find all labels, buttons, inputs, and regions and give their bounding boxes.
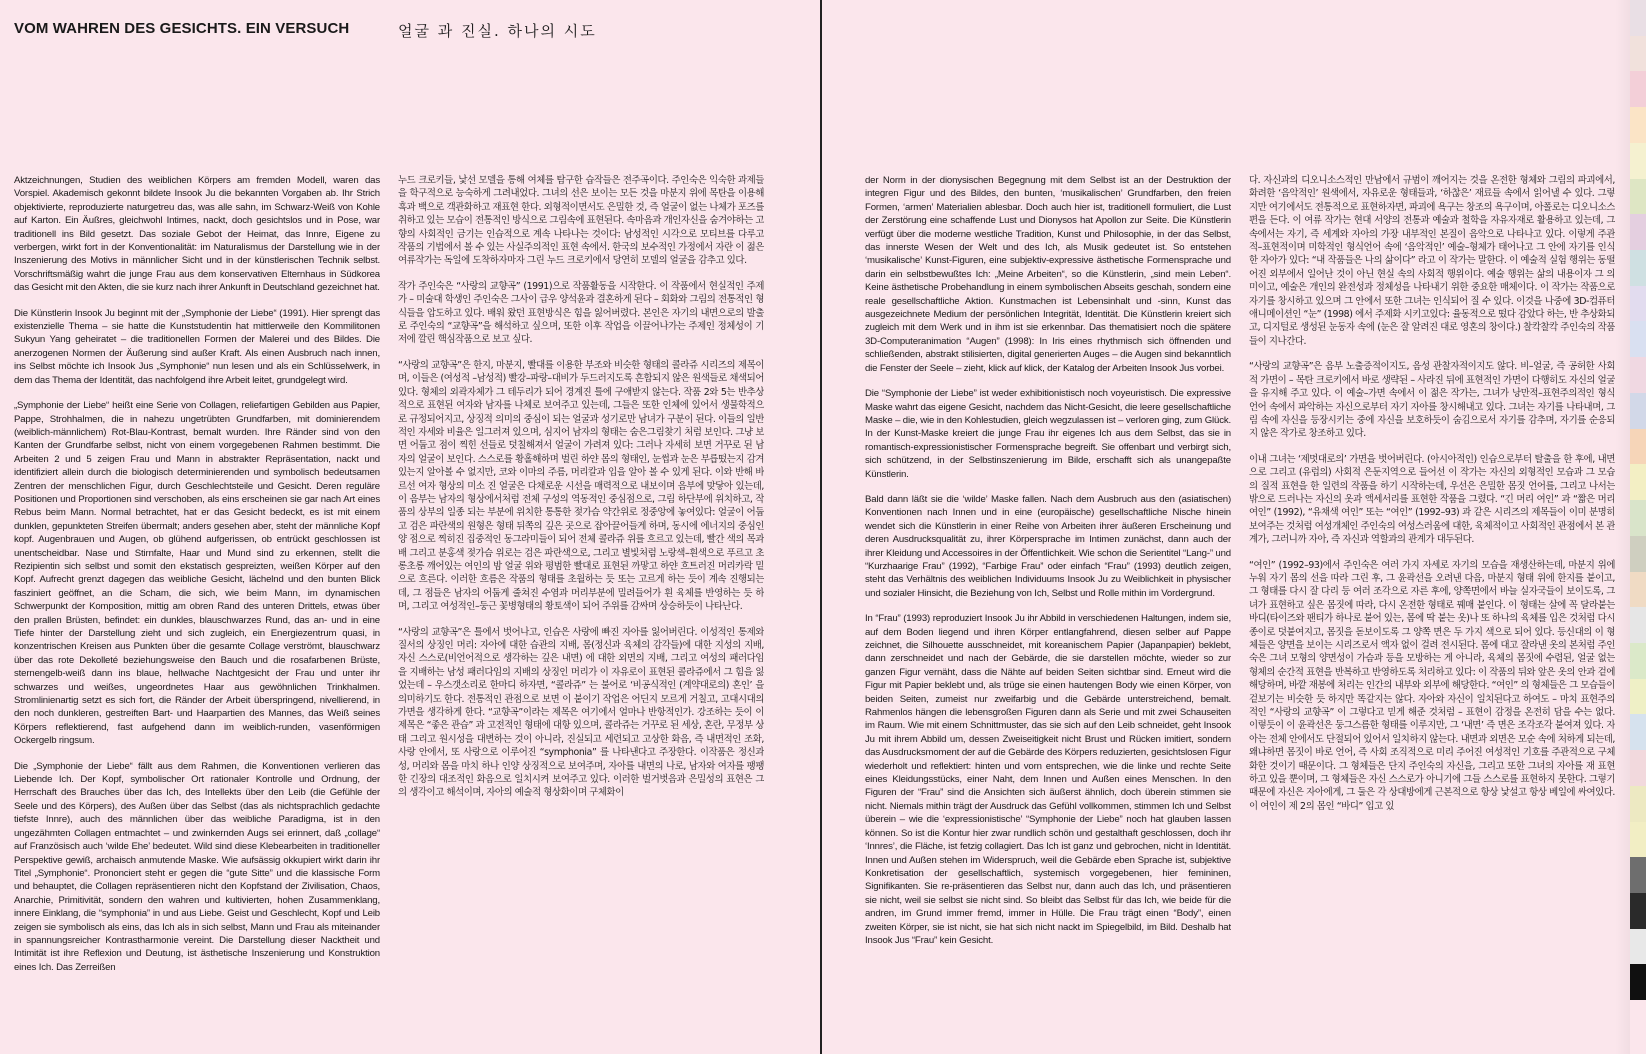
paragraph: “사랑의 교향곡”은 한지, 마분지, 빨대를 이용한 부조와 비슷한 형태의 콜라쥬 시리즈의 제목이며, 이들은 (여성적 –남성적) 빨강–파랑–대비가 두드러지도록 흔합되지 않은 원색들로 채색되어 있다. 형체의 외곽자체가 그 테두리가 되어 경계진 틀에 구애받지 않는다. 작품 2와 5는 반추상적으로 표현된 여자와 남자를 나체로 보여주고 있는데, 그들은 또한 인체에 있어서 생물학적으로 규정되어지고, 상징적 의미의 중심이 되는 얼굴과 성기로만 남녀가 구분이 된다. 이들의 일반적인 자세와 비율은 일그러져 있으며, 심지어 남자의 형태는 숨은그림찾기 처럼 보인다. 그냥 보면 어둡고 점이 찍힌 선들로 덧칠해져서 얼굴이 가려져 있다: 그러나 자세히 보면 거꾸로 된 남자의 얼굴이 보인다. 스스로를 황홀해하며 벌린 하얀 몸의 형태인, 눈썹과 눈은 부릅떴는지 감겨있는지 알아볼 수 없지만, 코와 이마의 주름, 머리칼과 입을 알아 볼 수 있게 된다. 이와 반해 바르선 여자 형상의 미소 진 얼굴은 다채로운 시선을 매력적으로 내보이며 음부에 맞닿아 있는데, 이 음부는 남자의 형상에서처럼 전체 구성의 역동적인 중심점으로, 그림 하단부에 위치하고, 작품의 상부의 일종 되는 부분에 위치한 통통한 젖가슴 약간위로 정중앙에 놓여있다: 얼굴이 어둡고 검은 파란색의 원형은 형태 뒤쪽의 깊은 곳으로 잡아끌어들게 하며, 동시에 에너지의 중심인양 점으로 찍히진 집중적인 동그라미들이 되어 전체 콜라쥬 위를 흐르고 있는데, 빨간 색의 목과 배 그리고 분홍색 젖가슴 위로는 검은 파란색으로, 그리고 별빛처럼 노랑색–흰색으로 푸르고 초롱초롱 깨어있는 여인의 밤 얼굴 위와 평범한 빨대로 표현된 까맣고 하얀 흐트러진 머리카락 밑으로 흐른다. 이러한 흐름은 작품의 형태를 초월하는 듯 또는 고르게 하는 듯이 계속 진행되는데, 그 점들은 남자의 어둡게 줄쳐진 수염과 머리부분에 밀려들어가 흰 육체를 반영하는 듯 하며, 그리고 여성적인–둥근 꽃병형태의 황토색이 되어 주위를 감싸며 상승하듯이 나타난다. — [398, 359, 764, 613]
color-swatch — [1630, 679, 1646, 715]
paragraph: „Symphonie der Liebe“ heißt eine Serie von Collagen, reliefartigen Gebilden aus Papier, Pappe, Strohhalmen, die in nahezu ungetrübten Grundfarben, mit dominierendem (weiblich-männlichem) Rot-Blau-Kontrast, bemalt wurden. Ihre Ränder sind von den Kanten der Grundfarbe selbst, nicht von einem vorgegebenen Rahmen bestimmt. Die Arbeiten 2 und 5 zeigen Frau und Mann in abstrakter Repräsentation, nackt und identifiziert allein durch die biologisch determinierenden und symbolisch bedeutsamen Zentren der menschlichen Figur, durch Geschlechtsteile und Gesicht. Deren reguläre Positionen und Proportionen sind verschoben, als eins erscheinen sie gar nach Art eines Rebus beim Mann. Normal betrachtet, hat er das Gesicht bedeckt, es ist mit einem dunklen, gepunkteten Streifen übermalt; anders gesehen aber, steht der männliche Kopf kopf. Augenbrauen und Augen, ob glühend aufgerissen, ob entrückt geschlossen ist unentscheidbar. Nase und Stirnfalte, Haar und Mund sind zu erkennen, stellt die Rezipientin sich selbst und somit den ekstatisch gespreizten, weißen Körper auf den Kopf. Aufrecht grenzt dagegen das weibliche Gesicht, lächelnd und den bunten Blick fasziniert geöffnet, an die Scham, die sich, wie beim Mann, im dynamischen Schwerpunkt der Komposition, mittig am obren Rand des unteren Drittels, etwas über den prallen Brüsten, befindet: ein dunkles, blauschwarzes Rund, das an- und in eine Tiefe hinter der Darstellung zieht und sich zugleich, ein Energiezentrum quasi, in konzentrischen Kreisen aus Punkten über die gesamte Collage verströmt, blauschwarz über das rote Dekolleté beziehungsweise den Bauch und die rosafarbenen Brüste, sternengelb-weiß dann ins blaue, hellwache Nachtgesicht der Frau und unter ihr schwarzes und weißes, ungeordnetes Haar aus gewöhnlichen Trinkhalmen. Stromlinienartig setzt es sich fort, die Ränder der Arbeit überspringend, nivellierend, in den noch dunkleren, gestreiften Bart- und Haarpartien des Mannes, das Weiß seines Körpers reflektierend, fast aufgehend dann im weiblich-runden, vasenförmigen Ockergelb ringsum. — [14, 400, 380, 747]
color-swatch — [1630, 286, 1646, 322]
paragraph: “사랑의 교향곡”은 음부 노출증적이지도, 음성 관찰자적이지도 않다. 비–얼굴, 즉 공허한 사회적 가면이 – 목탄 크로키에서 바로 생략된 – 사라진 뒤에 표현적인 가면이 다행히도 자신의 얼굴을 유지해 주고 있다. 이 예술–가면 속에서 이 젊은 작가는, 그녀가 낭만적–표현주의적인 형식 언어 속에서 파악하는 자신으로부터 자기 자아를 창시해내고 있다. 그녀는 자기를 나타내며, 그림 속에 자신을 등장시키는 중에 자신을 보호하듯이 숨김으로서 자기를 감추며, 자기를 순응되지 않은 작가로 창조하고 있다. — [1249, 361, 1615, 440]
color-swatch — [1630, 572, 1646, 608]
color-swatch — [1630, 36, 1646, 72]
color-swatch — [1630, 643, 1646, 679]
color-swatch — [1630, 214, 1646, 250]
column-german-right — [865, 174, 1231, 1050]
paragraph: Die Künstlerin Insook Ju beginnt mit der „Symphonie der Liebe“ (1991). Hier sprengt das existenzielle Thema – sie hatte die Kunststudentin hat mittlerweile den Kommilitonen Sukyun Yang geheiratet – die traditionellen Formen der Malerei und des Bildes. Die anerzogenen Normen der Äußerung sind außer Kraft. Als einen Ausbruch nach innen, ins Selbst möchte ich Insook Jus „Symphonie“ nun lesen und als ein Schlüsselwerk, in dem das Thema der Identität, das nachfolgend ihre Arbeit leitet, grundgelegt wird. — [14, 307, 380, 386]
title-german: VOM WAHREN DES GESICHTS. EIN VERSUCH — [14, 20, 350, 37]
color-swatch — [1630, 0, 1646, 36]
paragraph: Bald dann läßt sie die ‘wilde’ Maske fallen. Nach dem Ausbruch aus den (asiatischen) Konventionen nach Innen und in eine (europäische) gesellschaftliche Nische hinein wendet sich die Künstlerin in einer Reihe von Arbeiten ihrer äußeren Erscheinung und deren Ausdrucksqualität zu, ihrer Körpersprache im Intimen zunächst, dann auch der ihrer Kleidung und Accessoires in der Öffentlichkeit. Wie schon die Serientitel “Lang-” und “Kurzhaarige Frau” (1992), “Farbige Frau” oder einfach “Frau” (1993) deutlich zeigen, steht das Verhältnis des weiblichen Individuums Insook Ju zu Weiblichkeit in physischer und sozialer Hinsicht, die Beziehung von Ich, Selbst und Rolle mithin im Vordergrund. — [865, 493, 1231, 599]
paragraph: 다. 자신과의 디오니소스적인 만남에서 규범이 깨어지는 것을 온전한 형체와 그림의 파괴에서, 화려한 ‘음악적인’ 원색에서, 자유로운 형태들과, ‘하찮은’ 재료들 속에서 읽어낼 수 있다. 그렇지만 여기에서도 전통적으로 표현하자면, 파괴에 욕구는 창조의 욕구이며, 아폴로는 디오니소스 편을 든다. 이 여류 작가는 현대 서양의 전통과 예술과 철학을 자유자재로 활용하고 있는데, 그 속에서는 자기, 즉 세계와 자아의 가장 내부적인 본질이 음악으로 나타나고 있다. 이렇게 주관적–표현적이며 미학적인 형식언어 속에 ‘음악적인’ 예술–형체가 태어나고 그 안에 자기를 인식한 자아가 있다: “내 작품들은 나의 삶이다” 라고 이 작가는 말한다. 이 예술적 실험 행위는 동떨어진 외부에서 일어난 것이 아닌 현실 속의 사회적 행위이다. 예술 행위는 삶의 내용이자 그 의미이고, 예술은 개인의 완전성과 정체성을 나타내기 위한 중요한 매체이다. 이 작가는 작품으로 자기를 창시하고 있으며 그 안에서 또한 그녀는 인식되어 질 수 있다. 이것을 나중에 3D-컴퓨터 애니메이션인 “눈” (1998) 에서 주제화 시키고있다: 율동적으로 떴다 감았다 하는, 반 추상화되고, 디지털로 생성된 눈동자 속에 (눈은 잘 알려진 대로 영혼의 창이다.) 찰칵찰칵 주인숙의 작품들이 지나간다. — [1249, 175, 1615, 347]
color-swatch — [1630, 822, 1646, 858]
paragraph: 누드 크로키들, 낯선 모델을 통해 여체를 탐구한 습작들은 전주곡이다. 주인숙은 익숙한 과제들을 학구적으로 능숙하게 그려내었다. 그녀의 선은 보이는 모든 것을 마분지 위에 목탄을 이용해 흑과 백으로 객관화하고 재표현 한다. 외형적이면서도 은밀한 것, 즉 얼굴이 없는 나체가 포즈를 취하고 있는 모습이 전통적인 방식으로 그림속에 표현된다. 속마음과 개인자신을 숨겨야하는 고향의 사회적인 금기는 인습적으로 계속 나타나는 것이다: 남성적인 시각으로 모티브를 다루고 작품의 기법에서 볼 수 있는 사실주의적인 표현 속에서. 한국의 보수적인 가정에서 자란 이 젊은 여류작가는 독일에 도착하자마자 그린 누드 크로키에서 당연히 모델의 얼굴을 감추고 있다. — [398, 175, 764, 267]
page-edge-shadow — [1615, 0, 1630, 1054]
paragraph: “여인” (1992–93)에서 주인숙은 여러 가지 자세로 자기의 모습을 재생산하는데, 마분지 위에 누워 자기 몸의 선을 따라 그린 후, 그 윤곽선을 오려낸 다음, 마분지 형태 위에 한지를 붙이고, 그 형태를 다시 잘 다리 등 여러 조각으로 자른 후에, 양쪽면에서 바늘 실자국들이 보이도록, 그녀가 표현하고 싶은 몸짓에 따라, 다시 온전한 형태로 꿰매 붙인다. 이 형태는 살에 꼭 달라붙는 바디(타이즈와 팬티가 하나로 붙어 있는, 몸에 딱 붙는 옷)나 또 하나의 육체를 입은 것처럼 다시 종이로 덧붙여지고, 몸짓을 돋보이도록 그 양쪽 면은 두 가지 색으로 되어 있다. 등신대의 이 형체들은 양면을 보이는 시리즈로서 액자 없이 걸려 전시된다. 몸에 대고 잘라낸 옷의 본처럼 주인숙은 그녀 모형의 양면성이 가슴과 등을 모방하는 게 아니라, 육체의 몸짓에 수렴된, 얼굴 없는 형체의 순간적 표현을 반복하고 반영하도록 처리하고 있다: 이 작품의 뒤와 앞은 옷의 안과 겉에 해당하며, 바깥 재봉에 처리는 인간의 내부와 외부에 해당한다. “여인” 의 형체들은 그 모습들이 겉보기는 비슷한 듯 하지만 똑같지는 않다. 자아와 자신이 일치된다고 하여도 – 마치 표현주의적인 “사랑의 교향곡” 이 그렇다고 믿게 해준 것처럼 – 표현이 감정을 온전히 담을 수는 없다. 이렇듯이 이 윤곽선은 둥그스름한 형태를 이루지만, 그 ‘내면’ 즉 면은 조각조각 붙여져 있다. 자아는 전체 안에서도 단절되어 있어서 일치하지 않는다. 내면과 외면은 모순 속에 처하게 되는데, 왜냐하면 몸짓이 바로 언어, 즉 사회 조직적으로 미리 주어진 여성적인 기호를 주관적으로 구체화한 것이기 때문이다. 그 형체들은 단지 주인숙의 자신을, 그리고 또한 그녀의 자아를 재 표현하고 있을 뿐이며, 그 형체들은 자신 스스로가 아니기에 그들 스스로를 표현하지 못한다. 그렇기 때문에 자신은 자아에게, 그 둘은 각 상대방에게 근본적으로 항상 낯설고 항상 베일에 싸여있다. 이 여인이 제 2의 몸인 “바디” 입고 있 — [1249, 559, 1615, 812]
column-korean-left — [398, 174, 764, 1050]
color-swatch — [1630, 500, 1646, 536]
paragraph: “사랑의 교향곡”은 틀에서 벗어나고, 인습은 사랑에 빠진 자아를 잃어버린다. 이성적인 통제와 질서의 상징인 머리: 자아에 대한 습관의 지배, 몸(정신과 육체의 감각들)에 대한 지성의 지배, 자신 스스로(비언어적으로 생각하는 깊은 내면) 에 대한 외면의 지배, 그리고 여성의 패러다임을 지배하는 남성 패러다임의 지배의 상징인 머리가 이 자유로이 표현된 콜라쥬에서 그 힘을 잃었는데 – 우스갯소리로 한마디 하자면, “콜라쥬” 는 불어로 ‘비공식적인 (계약대로의) 혼인’ 을 의미하기도 한다. 전통적인 관점으로 보면 이 붙이기 작업은 어딘지 모르게 거칠고, 고대시대의 가면을 생각하게 한다. “교향곡”이라는 제목은 여기에서 얼마나 반항적인가. 강조하는 듯이 이 제목은 “좋은 관습” 과 고전적인 형태에 대항 있으며, 콜라쥬는 거꾸로 된 세상, 혼란, 무정부 상태 그리고 원시성을 대변하는 것이 아니라, 진실되고 세련되고 고상한 화음, 즉 내면적인 조화, 사랑 안에서, 또 사랑으로 이루어진 “symphonia” 를 나타낸다고 주장한다. 이작품은 정신과 성, 머리와 몸을 마치 하나 인양 상징적으로 보여주며, 자아를 내면의 나로, 남자와 여자를 팽팽한 긴장의 대조적인 화음으로 일치시켜 보여주고 있다. 이러한 벌거벗음과 은밀성의 표현은 그의 생각이고 해석이며, 자아의 예술적 형상화이며 구체화이 — [398, 626, 764, 799]
color-swatch — [1630, 429, 1646, 465]
color-swatch — [1630, 750, 1646, 786]
color-swatch — [1630, 107, 1646, 143]
color-swatch — [1630, 357, 1646, 393]
color-swatch — [1630, 250, 1646, 286]
color-swatch — [1630, 179, 1646, 215]
color-swatch — [1630, 964, 1646, 1000]
column-german-left — [14, 174, 380, 1050]
paragraph: Die „Symphonie der Liebe“ fällt aus dem Rahmen, die Konventionen verlieren das Liebende Ich. Der Kopf, symbolischer Ort rationaler Kontrolle und Ordnung, der Herrschaft des Brauches über das Ich, des Intellekts über den Leib (die Gefühle der Seele und des Körpers), des Außen über das Selbst (das als nichtsprachlich gedachte tiefste Innre), auch des männlichen über das weibliche Paradigma, ist in den ungezähmten Collagen entmachtet – und zwinkernden Augs sei erinnert, daß „collage“ auf Französisch auch ‘wilde Ehe’ bedeutet. Wild sind diese Klebearbeiten in traditioneller Perspektive gewiß, archaisch anmutende Maske. Wie aufsässig okkupiert wirkt darin ihr Titel „Symphonie“. Prononciert steht er gegen die “gute Sitte” und die klassische Form und behauptet, die Collagen repräsentieren nicht den Kopfstand der Zivilisation, Chaos, Anarchie, Primitivität, sondern den wahren und kultivierten, hohen Zusammenklang, innere Einklang, die “symphonia” in und aus Liebe. Geist und Geschlecht, Kopf und Leib zeigen sie symbolisch als eins, das Ich als in sich selbst, Mann und Frau als miteinander in spannungsreicher Kontrastharmonie vereint. Die Darstellung dieser Nacktheit und Intimität ist ihre Reflexion und Deutung, ist ästhetische Inszenierung und Konstruktion eines Ich. Das Zerreißen — [14, 760, 380, 973]
paragraph: der Norm in der dionysischen Begegnung mit dem Selbst ist an der Destruktion der integren Figur und des Bildes, den bunten, ‘musikalischen’ Grundfarben, den freien Formen, ‘armen’ Materialien ablesbar. Doch auch hier ist, traditionell formuliert, die Lust der Zerstörung eine schaffende Lust und Dionysos hat Apollon zur Seite. Die Künstlerin verfügt über die moderne westliche Tradition, Kunst und Philosophie, in der das Selbst, das innerste Wesen der Welt und des Ich, als Musik gedeutet ist. So entstehen ‘musikalische’ Kunst-Figuren, eine subjektiv-expressive ästhetische Formensprache und darin ein selbstbewußtes Ich: „Meine Arbeiten“, so die Künstlerin, „sind mein Leben“. Keine ästhetische Probehandlung in einem symbolischen Abseits geschah, sondern eine reale gesellschaftliche Aktion. Kunstmachen ist Lebensinhalt und -sinn, Kunst das ausgezeichnete Medium der persönlichen Integrität, Identität. Die Künstlerin kreiert sich zugleich mit dem Werk und in ihm ist sie erkennbar. Das thematisiert noch die spätere 3D-Computeranimation “Augen” (1998): In Iris eines rhythmisch sich öffnenden und schließenden, abstrakt stilisierten, digital generierten Auges – die Augen sind bekanntlich die Fenster der Seele – zieht, klick auf klick, der Katalog der Arbeiten Insook Jus vorbei. — [865, 175, 1231, 374]
color-swatch — [1630, 71, 1646, 107]
color-swatch — [1630, 464, 1646, 500]
color-swatch — [1630, 536, 1646, 572]
paragraph: 이내 그녀는 ‘제멋대로의’ 가면을 벗어버린다. (아시아적인) 인습으로부터 탈출을 한 후에, 내면으로 그리고 (유럽의) 사회적 은둔지역으로 들어선 이 작가는 자신의 외형적인 모습과 그 모습의 질적 표현을 한 일련의 작품을 하기 시작하는데, 우선은 은밀한 몸짓 언어를, 그리고 나서는 밖으로 드러나는 자신의 옷과 액세서리를 표현한 작품을 그렸다. “긴 머리 여인” 과 “짧은 머리 여인” (1992), “유채색 여인” 또는 “여인” (1992–93) 과 같은 시리즈의 제목들이 이미 분명히 보여주는 것처럼 여성개체인 주인숙의 여성스러움에 대한, 육체적이고 사회적인 관점에서 본 관계가, 그러니까 자아, 즉 자신과 역할과의 관계가 대두된다. — [1249, 453, 1615, 546]
paragraph: Aktzeichnungen, Studien des weiblichen Körpers am fremden Modell, waren das Vorspiel. Akademisch gekonnt bildete Insook Ju die bekannten Vorgaben ab. Ihr Strich objektivierte, reproduzierte naturgetreu das, was alle sahn, im Schwarz-Weiß von Kohle auf Karton. Ein Äußres, gleichwohl Intimes, nackt, doch gesichtslos und in Pose, war traditionell ins Bild gesetzt. Das soziale Gebot der Heimat, das Innre, Eigene zu verbergen, wirkt fort in der Konventionalität: im Naturalismus der Darstellung wie in der Inszenierung des Motivs in männlicher Sicht und in der künstlerischen Technik selbst. Vorschriftsmäßig wahrt die junge Frau aus dem konservativen Elternhaus in Südkorea das Gesicht mit den Akten, die sie kurz nach ihrer Ankunft in Deutschland gezeichnet hat. — [14, 175, 380, 294]
color-swatch-strip — [1630, 0, 1646, 1000]
paragraph: 작가 주인숙은 “사랑의 교향곡” (1991)으로 작품활동을 시작한다. 이 작품에서 현실적인 주제가 – 미술대 학생인 주인숙은 그사이 급우 양석윤과 결혼하게 된다 – 회화와 그림의 전통적인 형식들을 압도하고 있다. 배워 왔던 표현방식은 힘을 잃어버렸다. 본인은 자기의 내면으로의 발출로 주인숙의 “교향곡”을 해석하고 싶으며, 또한 이후 작업을 이끌어나가는 주제인 정체성이 기저에 깔린 핵심작품으로 보고 싶다. — [398, 280, 764, 346]
color-swatch — [1630, 929, 1646, 965]
column-korean-right — [1249, 174, 1615, 1050]
paragraph: In “Frau” (1993) reproduziert Insook Ju ihr Abbild in verschiedenen Haltungen, indem sie, auf dem Boden liegend und ihren Körper entlangfahrend, diesen selber auf Pappe zeichnet, die Silhouette ausschneidet, mit koreanischem Papier (Japanpapier) beklebt, dann zerschneidet und nach der Gebärde, die sie darstellen möchte, wieder so zur ganzen Figur vernäht, dass die Nähte auf beiden Seiten sichtbar sind. Erneut wird die Figur mit Papier beklebt und, als trüge sie einen hautengen Body wie einen Körper, von beiden Seiten, zumeist nur zweifarbig und die Gebärde unterstreichend, bemalt. Rahmenlos hängen die lebensgroßen Figuren dann als Serie und mit zwei Schauseiten im Raum. Wie mit einem Schnittmuster, das sie sich auf den Leib schneidet, geht Insook Ju mit ihrem Abbild um, dessen Zweiseitigkeit nicht Brust und Rücken imitiert, sondern das Ausdrucksmoment der auf die Gebärde des Körpers reduzierten, gesichtslosen Figur wiederholt und reflektiert: hinten und vorn entsprechen, wie die linke und rechte Seite eines Kleidungsstücks, einer Naht, dem Innen und Außen eines Menschen. In den Figuren der “Frau” sind die Ansichten sich äußerst ähnlich, doch überein stimmen sie nicht. Niemals mithin trägt der Ausdruck das Gefühl vollkommen, stimmen Ich und Selbst überein – wie die ‘expressionistische’ “Symphonie der Liebe” noch hat glauben lassen können. So ist die Kontur hier zwar rundlich schön und gestalthaft geschlossen, doch ihr ‘Innres’, die Fläche, ist fetzig collagiert. Das Ich ist ganz und gebrochen, nicht in Identität. Innen und Außen stehen im Widerspruch, weil die Gebärde eben Sprache ist, subjektive Konkretisation der gesellschaftlich, systemisch vorgegebenen, hier femininen, Signifikanten. Sie re-präsentieren das Selbst nur, dann auch das Ich, und präsentieren sie nicht, weil sie selbst sie nicht sind. So bleibt das Selbst für das Ich, wie beide für die andren, im Grund immer fremd, immer in Hülle. Die Frau trägt einen “Body”, einen zweiten Körper, sie ist nicht, sie hat sich nicht nackt im Spiegelbild, im Bild. Deshalb hat Insook Jus “Frau” kein Gesicht. — [865, 613, 1231, 946]
color-swatch — [1630, 786, 1646, 822]
color-swatch — [1630, 393, 1646, 429]
color-swatch — [1630, 893, 1646, 929]
left-page — [0, 0, 820, 1054]
color-swatch — [1630, 607, 1646, 643]
color-swatch — [1630, 321, 1646, 357]
color-swatch — [1630, 143, 1646, 179]
color-swatch — [1630, 714, 1646, 750]
paragraph: Die “Symphonie der Liebe” ist weder exhibitionistisch noch voyeuristisch. Die expressive Maske wahrt das eigene Gesicht, nachdem das Nicht-Gesicht, die leere gesellschaftliche Maske – die, wie in den Kohlestudien, gleich wegzulassen ist – verloren ging, zum Glück. In der Kunst-Maske kreiert die junge Frau ihr eigenes Ich aus dem Selbst, das sie in romantisch-expressionistischer Formensprache begreift. Sie offenbart und verbirgt sich, sich schützend, in der Selbstinszenierung im Bilde, erschafft sich als unangepaßte Künstlerin. — [865, 388, 1231, 480]
title-korean: 얼굴 과 진실. 하나의 시도 — [398, 22, 597, 40]
color-swatch — [1630, 857, 1646, 893]
